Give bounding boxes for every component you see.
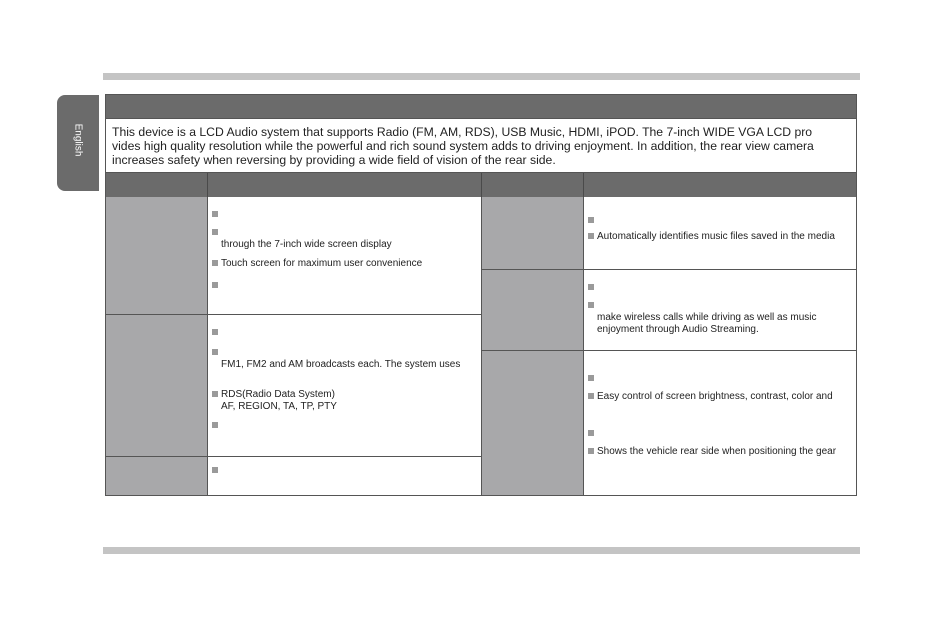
bullet-icon [212,329,218,335]
left-row3-label-cell [106,457,208,495]
column-separator [583,173,584,197]
list-item [588,282,597,294]
list-item: through the 7-inch wide screen display [212,227,392,251]
bullet-icon [212,211,218,217]
list-item: make wireless calls while driving as well as music enjoyment through Audio Streaming. [588,300,817,336]
list-item [588,428,597,440]
right-row1-label-cell [482,197,584,270]
list-item [588,215,597,227]
bullet-icon [588,284,594,290]
bullet-icon [212,260,218,266]
bullet-icon [588,233,594,239]
list-item [588,373,597,385]
bullet-icon [212,391,218,397]
column-separator [481,173,482,197]
left-row2-content-cell [208,315,481,457]
list-item: Easy control of screen brightness, contrast, color and [588,391,833,403]
intro-paragraph [112,125,852,167]
list-item: Automatically identifies music files saved in the media [588,231,835,243]
list-item [212,420,221,432]
bullet-icon [212,229,218,235]
bullet-icon [588,375,594,381]
bullet-icon [588,217,594,223]
bullet-icon [212,467,218,473]
bullet-icon [588,448,594,454]
intro-line: This device is a LCD Audio system that supports Radio (FM, AM, RDS), USB Music, HDMI, iPOD. The 7-inch WIDE VGA LCD pro [112,125,813,139]
language-tab [57,95,99,191]
bullet-icon [588,393,594,399]
intro-line: increases safety when reversing by providing a wide field of vision of the rear side. [112,153,556,167]
bottom-rule [103,547,860,554]
language-tab-label: English [72,123,84,157]
right-row2-label-cell [482,270,584,351]
list-item [212,465,221,477]
top-rule [103,73,860,80]
right-row3-label-cell [482,351,584,495]
list-item [212,209,221,221]
column-separator [207,173,208,197]
list-item [212,327,221,339]
bullet-icon [588,302,594,308]
list-item: FM1, FM2 and AM broadcasts each. The system uses [212,347,460,371]
list-item [212,280,221,292]
intro-line: vides high quality resolution while the powerful and rich sound system adds to driving enjoyment. In addition, the rear view camera [112,139,814,153]
column-header-bar [106,172,856,198]
list-item: Touch screen for maximum user convenience [212,258,422,270]
list-item: RDS(Radio Data System) AF, REGION, TA, TP, PTY [212,389,337,413]
left-row1-content-cell [208,197,481,315]
feature-table [105,94,857,496]
list-item: Shows the vehicle rear side when positioning the gear [588,446,836,458]
section-header-bar [106,95,856,119]
bullet-icon [212,282,218,288]
bullet-icon [212,422,218,428]
left-row1-label-cell [106,197,208,315]
bullet-icon [212,349,218,355]
bullet-icon [588,430,594,436]
left-row2-label-cell [106,315,208,457]
